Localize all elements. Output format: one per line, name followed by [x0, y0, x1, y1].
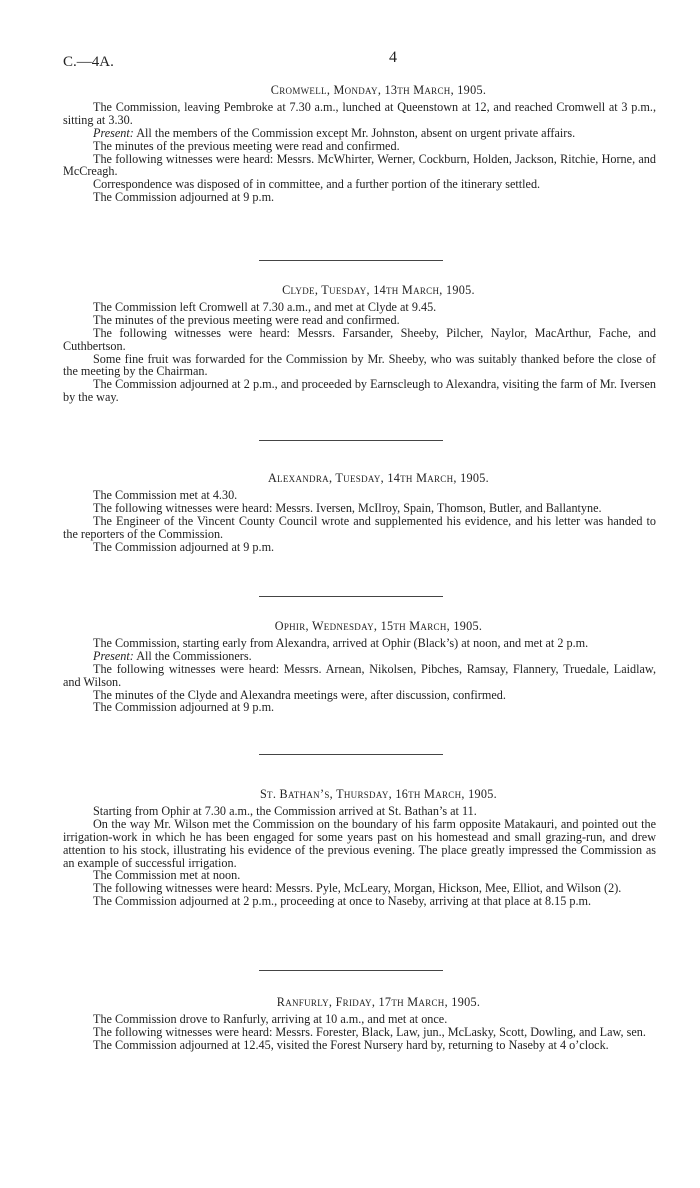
paragraph: The following witnesses were heard: Messrs. Arnean, Nikolsen, Pibches, Ramsay, Flannery, Truedale, Laidlaw, and Wilson.	[63, 661, 656, 689]
paragraph: The following witnesses were heard: Messrs. McWhirter, Werner, Cockburn, Holden, Jackson, Ritchie, Horne, and McCreagh.	[63, 151, 656, 179]
paragraph	[63, 127, 656, 140]
section-heading: Alexandra, Tuesday, 14th March, 1905.	[267, 471, 490, 485]
paragraph: Some fine fruit was forwarded for the Commission by Mr. Sheeby, who was suitably thanked before the close of the meeting by the Chairman.	[63, 351, 656, 379]
paragraph: The Commission adjourned at 2 p.m., proceeding at once to Naseby, arriving at that place at 8.15 p.m.	[93, 894, 592, 909]
paragraph: The following witnesses were heard: Messrs. Pyle, McLeary, Morgan, Hickson, Mee, Elliot, and Wilson (2).	[93, 881, 622, 896]
paragraph: The minutes of the previous meeting were read and confirmed.	[93, 138, 400, 153]
paragraph: The Commission adjourned at 9 p.m.	[93, 539, 275, 554]
section-heading: Clyde, Tuesday, 14th March, 1905.	[282, 283, 475, 297]
section-alexandra	[63, 472, 656, 553]
present-label: Present:	[93, 648, 134, 663]
section-heading: Cromwell, Monday, 13th March, 1905.	[270, 83, 487, 97]
paragraph: The Engineer of the Vincent County Council wrote and supplemented his evidence, and his letter was handed to the reporters of the Commission.	[63, 513, 656, 541]
paragraph: The following witnesses were heard: Messrs. Farsander, Sheeby, Pilcher, Naylor, MacArthur, Fache, and Cuthbertson.	[63, 325, 656, 353]
paragraph-text: All the Commissioners.	[133, 648, 252, 663]
section-cromwell	[63, 84, 656, 204]
page-number: 4	[389, 49, 397, 66]
section-clyde	[63, 284, 656, 404]
section-divider	[259, 260, 443, 261]
section-heading: Ranfurly, Friday, 17th March, 1905.	[276, 995, 481, 1009]
paragraph: Correspondence was disposed of in committee, and a further portion of the itinerary settled.	[93, 177, 541, 192]
section-st-bathans	[63, 788, 656, 908]
paragraph: The Commission, leaving Pembroke at 7.30 a.m., lunched at Queenstown at 12, and reached Cromwell at 3 p.m., sitting at 3.30.	[63, 99, 656, 127]
section-divider	[259, 596, 443, 597]
paragraph: The Commission adjourned at 2 p.m., and proceeded by Earnscleugh to Alexandra, visiting the farm of Mr. Iversen by the way.	[63, 377, 656, 405]
paragraph: The minutes of the Clyde and Alexandra meetings were, after discussion, confirmed.	[93, 687, 506, 702]
section-ophir	[63, 620, 656, 714]
paragraph: The following witnesses were heard: Messrs. Iversen, McIlroy, Spain, Thomson, Butler, and Ballantyne.	[93, 500, 602, 515]
paragraph: The following witnesses were heard: Messrs. Forester, Black, Law, jun., McLasky, Scott, Dowling, and Law, sen.	[93, 1024, 646, 1039]
paragraph: The Commission adjourned at 9 p.m.	[93, 700, 275, 715]
page-header	[63, 49, 663, 72]
section-divider	[259, 970, 443, 971]
paragraph: Starting from Ophir at 7.30 a.m., the Commission arrived at St. Bathan’s at 11.	[93, 803, 477, 818]
document-reference: C.—4A.	[63, 54, 114, 70]
paragraph: The Commission adjourned at 9 p.m.	[93, 190, 275, 205]
section-heading: St. Bathan’s, Thursday, 16th March, 1905.	[259, 787, 498, 801]
present-label: Present:	[93, 125, 134, 140]
paragraph: On the way Mr. Wilson met the Commission on the boundary of his farm opposite Matakauri, and pointed out the irrigation-work in which he has been engaged for some years past on his homestead and small grazing-run, and drew attention to his stock, illustrating his evidence of the previous evening. The place greatly impressed the Commission as an example of successful irrigation.	[63, 816, 656, 870]
section-ranfurly	[63, 996, 656, 1052]
paragraph: The Commission met at 4.30.	[93, 487, 238, 502]
paragraph: The Commission, starting early from Alexandra, arrived at Ophir (Black’s) at noon, and met at 2 p.m.	[93, 635, 589, 650]
paragraph-text: All the members of the Commission except Mr. Johnston, absent on urgent private affairs.	[133, 125, 576, 140]
paragraph	[63, 650, 656, 663]
paragraph: The Commission drove to Ranfurly, arriving at 10 a.m., and met at once.	[93, 1011, 448, 1026]
paragraph: The Commission met at noon.	[93, 868, 241, 883]
paragraph: The Commission left Cromwell at 7.30 a.m., and met at Clyde at 9.45.	[93, 299, 437, 314]
section-divider	[259, 440, 443, 441]
paragraph: The minutes of the previous meeting were read and confirmed.	[93, 312, 400, 327]
section-divider	[259, 754, 443, 755]
section-heading: Ophir, Wednesday, 15th March, 1905.	[274, 619, 483, 633]
paragraph: The Commission adjourned at 12.45, visited the Forest Nursery hard by, returning to Naseby at 4 o’clock.	[93, 1037, 609, 1052]
